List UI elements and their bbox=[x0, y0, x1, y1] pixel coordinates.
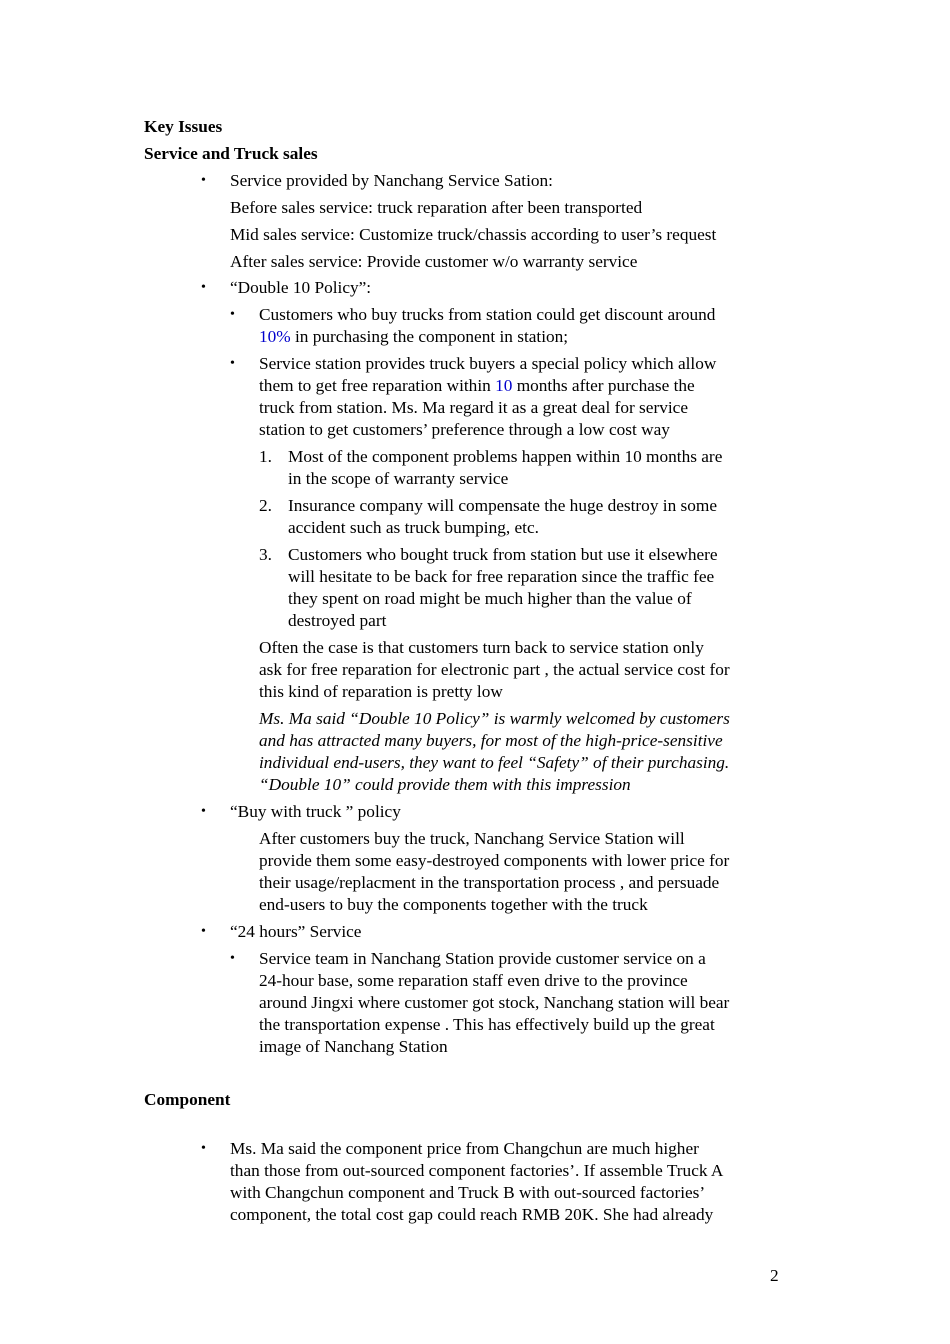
hours24-line: around Jingxi where customer got stock, Nanchang station will bear bbox=[259, 993, 730, 1012]
double10-sub2-line: them to get free reparation within 10 months after purchase the bbox=[259, 376, 695, 395]
component-line: component, the total cost gap could reach RMB 20K. She had already bbox=[230, 1205, 714, 1224]
double10-sub1-line: Customers who buy trucks from station could get discount around bbox=[259, 305, 716, 324]
heading-key-issues: Key Issues bbox=[144, 117, 223, 136]
bullet-icon: • bbox=[201, 804, 206, 819]
component-line: Ms. Ma said the component price from Changchun are much higher bbox=[230, 1139, 699, 1158]
hours24-line: Service team in Nanchang Station provide customer service on a bbox=[259, 949, 706, 968]
list-number: 3. bbox=[259, 545, 272, 564]
bullet-icon: • bbox=[201, 1141, 206, 1156]
service-provided-title: Service provided by Nanchang Service Sation: bbox=[230, 171, 553, 190]
double10-sub2-line: Service station provides truck buyers a special policy which allow bbox=[259, 354, 717, 373]
bullet-icon: • bbox=[230, 951, 235, 966]
quote-line: and has attracted many buyers, for most of the high-price-sensitive bbox=[259, 731, 723, 750]
bullet-icon: • bbox=[201, 280, 206, 295]
numbered-item-line: in the scope of warranty service bbox=[288, 469, 509, 488]
buy-with-truck-line: their usage/replacment in the transportation process , and persuade bbox=[259, 873, 720, 892]
bullet-icon: • bbox=[230, 307, 235, 322]
numbered-item-line: they spent on road might be much higher than the value of bbox=[288, 589, 692, 608]
double10-title: “Double 10 Policy”: bbox=[230, 278, 372, 297]
months-count: 10 bbox=[495, 376, 513, 395]
hours24-line: 24-hour base, some reparation staff even drive to the province bbox=[259, 971, 688, 990]
service-line: After sales service: Provide customer w/o warranty service bbox=[230, 252, 638, 271]
numbered-item-line: Insurance company will compensate the huge destroy in some bbox=[288, 496, 718, 515]
page-number: 2 bbox=[770, 1266, 779, 1285]
component-line: than those from out-sourced component factories’. If assemble Truck A bbox=[230, 1161, 724, 1180]
buy-with-truck-line: end-users to buy the components together with the truck bbox=[259, 895, 648, 914]
bullet-icon: • bbox=[230, 356, 235, 371]
list-number: 2. bbox=[259, 496, 272, 515]
double10-sub1-line: 10% in purchasing the component in station; bbox=[259, 327, 569, 346]
bullet-icon: • bbox=[201, 173, 206, 188]
bullet-icon: • bbox=[201, 924, 206, 939]
numbered-item-line: destroyed part bbox=[288, 611, 387, 630]
buy-with-truck-line: After customers buy the truck, Nanchang Service Station will bbox=[259, 829, 685, 848]
buy-with-truck-title: “Buy with truck ” policy bbox=[230, 802, 401, 821]
discount-percent: 10% bbox=[259, 327, 291, 346]
double10-sub2-line: station to get customers’ preference through a low cost way bbox=[259, 420, 670, 439]
quote-line: Ms. Ma said “Double 10 Policy” is warmly welcomed by customers bbox=[259, 709, 730, 728]
often-paragraph-line: Often the case is that customers turn back to service station only bbox=[259, 638, 704, 657]
service-line: Before sales service: truck reparation after been transported bbox=[230, 198, 643, 217]
numbered-item-line: will hesitate to be back for free reparation since the traffic fee bbox=[288, 567, 715, 586]
often-paragraph-line: ask for free reparation for electronic part , the actual service cost for bbox=[259, 660, 730, 679]
hours24-title: “24 hours” Service bbox=[230, 922, 362, 941]
hours24-line: image of Nanchang Station bbox=[259, 1037, 448, 1056]
numbered-item-line: accident such as truck bumping, etc. bbox=[288, 518, 539, 537]
hours24-line: the transportation expense . This has effectively build up the great bbox=[259, 1015, 715, 1034]
list-number: 1. bbox=[259, 447, 272, 466]
component-line: with Changchun component and Truck B with out-sourced factories’ bbox=[230, 1183, 706, 1202]
double10-sub2-line: truck from station. Ms. Ma regard it as a great deal for service bbox=[259, 398, 688, 417]
quote-line: individual end-users, they want to feel “Safety” of their purchasing. bbox=[259, 753, 730, 772]
numbered-item-line: Customers who bought truck from station but use it elsewhere bbox=[288, 545, 718, 564]
numbered-item-line: Most of the component problems happen within 10 months are bbox=[288, 447, 723, 466]
heading-component: Component bbox=[144, 1090, 231, 1109]
often-paragraph-line: this kind of reparation is pretty low bbox=[259, 682, 503, 701]
buy-with-truck-line: provide them some easy-destroyed components with lower price for bbox=[259, 851, 730, 870]
service-line: Mid sales service: Customize truck/chassis according to user’s request bbox=[230, 225, 717, 244]
heading-service-and-truck-sales: Service and Truck sales bbox=[144, 144, 318, 163]
quote-line: “Double 10” could provide them with this impression bbox=[259, 775, 631, 794]
